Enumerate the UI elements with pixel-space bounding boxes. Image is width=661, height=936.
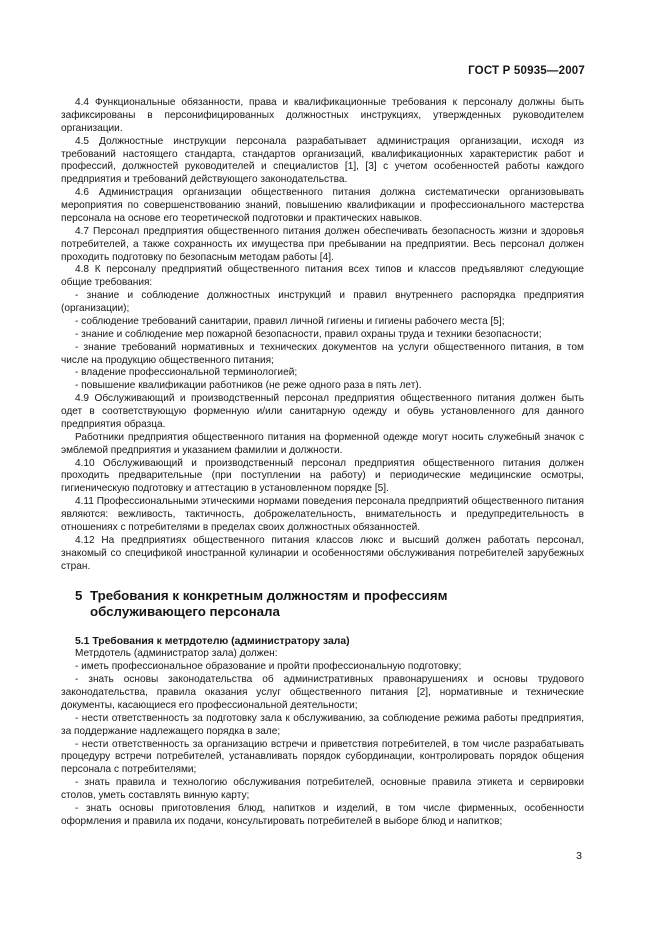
list-item: - соблюдение требований санитарии, правил личной гигиены и гигиены рабочего места [5]; xyxy=(75,315,505,327)
section-number: 5 xyxy=(75,588,83,604)
paragraph-4-8: 4.8 К персоналу предприятий общественного питания всех типов и классов предъявляют следующие общие требования: xyxy=(61,264,584,289)
list-item: - нести ответственность за подготовку зала к обслуживанию, за соблюдение режима работы предприятия, за поддержание надлежащего порядка в зале; xyxy=(61,712,584,737)
list-item: - знать основы законодательства об административных правонарушениях и основы трудового законодательства, правила оказания услуг общественного питания [2], нормативные и технические документы, касающиеся его профессиональной деятельности; xyxy=(61,674,584,711)
document-code-header: ГОСТ Р 50935—2007 xyxy=(468,65,585,77)
paragraph-intro: Метрдотель (администратор зала) должен: xyxy=(75,648,278,660)
paragraph-4-11: 4.11 Профессиональными этическими нормами поведения персонала предприятий общественного питания являются: вежливость, тактичность, доброжелательность, внимательность и предупредительность в отношениях с потребителями в пределах своих должностных обязанностей. xyxy=(61,496,584,533)
list-item: - знать основы приготовления блюд, напитков и изделий, в том числе фирменных, особенности оформления и правила их подачи, консультировать потребителей в выборе блюд и напитков; xyxy=(61,802,584,827)
page-number: 3 xyxy=(576,850,582,862)
subsection-5-1-heading: 5.1 Требования к метрдотелю (администратору зала) xyxy=(75,636,350,648)
section-5-heading xyxy=(61,588,584,620)
paragraph-uniform-badge: Работники предприятия общественного питания на форменной одежде могут носить служебный значок с эмблемой предприятия и указанием фамилии и должности. xyxy=(61,431,584,456)
paragraph-4-10: 4.10 Обслуживающий и производственный персонал предприятия общественного питания должен проходить предварительные (при поступлении на работу) и периодические медицинские осмотры, гигиеническую подготовку и аттестацию в установленном порядке [5]. xyxy=(61,457,584,495)
paragraph-4-7: 4.7 Персонал предприятия общественного питания должен обеспечивать безопасность жизни и здоровья потребителей, а также сохранность их имущества при пребывании на предприятии. Весь персонал должен проходить подготовку по безопасным методам работы [4]. xyxy=(61,225,584,263)
list-item: - знать правила и технологию обслуживания потребителей, основные правила этикета и сервировки столов, уметь составлять винную карту; xyxy=(61,777,584,801)
list-item: - знание и соблюдение мер пожарной безопасности, правил охраны труда и техники безопасности; xyxy=(75,328,542,340)
document-body xyxy=(61,97,584,829)
list-item: - нести ответственность за организацию встречи и приветствия потребителей, в том числе разрабатывать процедуру встречи потребителей, устанавливать порядок субординации, контролировать порядок общения персонала с потребителями; xyxy=(61,738,584,776)
paragraph-4-6: 4.6 Администрация организации общественного питания должна систематически организовывать мероприятия по совершенствованию знаний, повышению квалификации и профессионального мастерства персонала на основе его теоретической подготовки и практических навыков. xyxy=(61,187,584,224)
list-item: - владение профессиональной терминологией; xyxy=(75,367,298,379)
list-item: - повышение квалификации работников (не реже одного раза в пять лет). xyxy=(75,380,422,392)
section-title-line-1: Требования к конкретным должностям и профессиям xyxy=(90,588,448,604)
list-item: - иметь профессиональное образование и пройти профессиональную подготовку; xyxy=(75,661,462,673)
section-title-line-2: обслуживающего персонала xyxy=(90,604,280,620)
paragraph-4-9: 4.9 Обслуживающий и производственный персонал предприятия общественного питания должен быть одет в соответствующую форменную и/или санитарную одежду и обувь установленного для данного предприятия образца. xyxy=(61,393,584,430)
list-item: - знание и соблюдение должностных инструкций и правил внутреннего распорядка предприятия (организации); xyxy=(61,290,584,314)
paragraph-4-4: 4.4 Функциональные обязанности, права и квалификационные требования к персоналу должны быть зафиксированы в персонифицированных должностных инструкциях, утвержденных руководителем организации. xyxy=(61,97,584,134)
paragraph-4-5: 4.5 Должностные инструкции персонала разрабатывает администрация организации, исходя из требований настоящего стандарта, стандартов организаций, квалификационных характеристик работ и профессий, должностей руководителей и специалистов [1], [3] с учетом особенностей работы каждого предприятия и требований действующего законодательства. xyxy=(61,135,584,186)
list-item: - знание требований нормативных и технических документов на услуги общественного питания, в том числе на продукцию общественного питания; xyxy=(61,341,584,366)
paragraph-4-12: 4.12 На предприятиях общественного питания классов люкс и высший должен работать персонал, знакомый со спецификой иностранной кулинарии и особенностями обслуживания потребителей зарубежных стран. xyxy=(61,534,584,572)
